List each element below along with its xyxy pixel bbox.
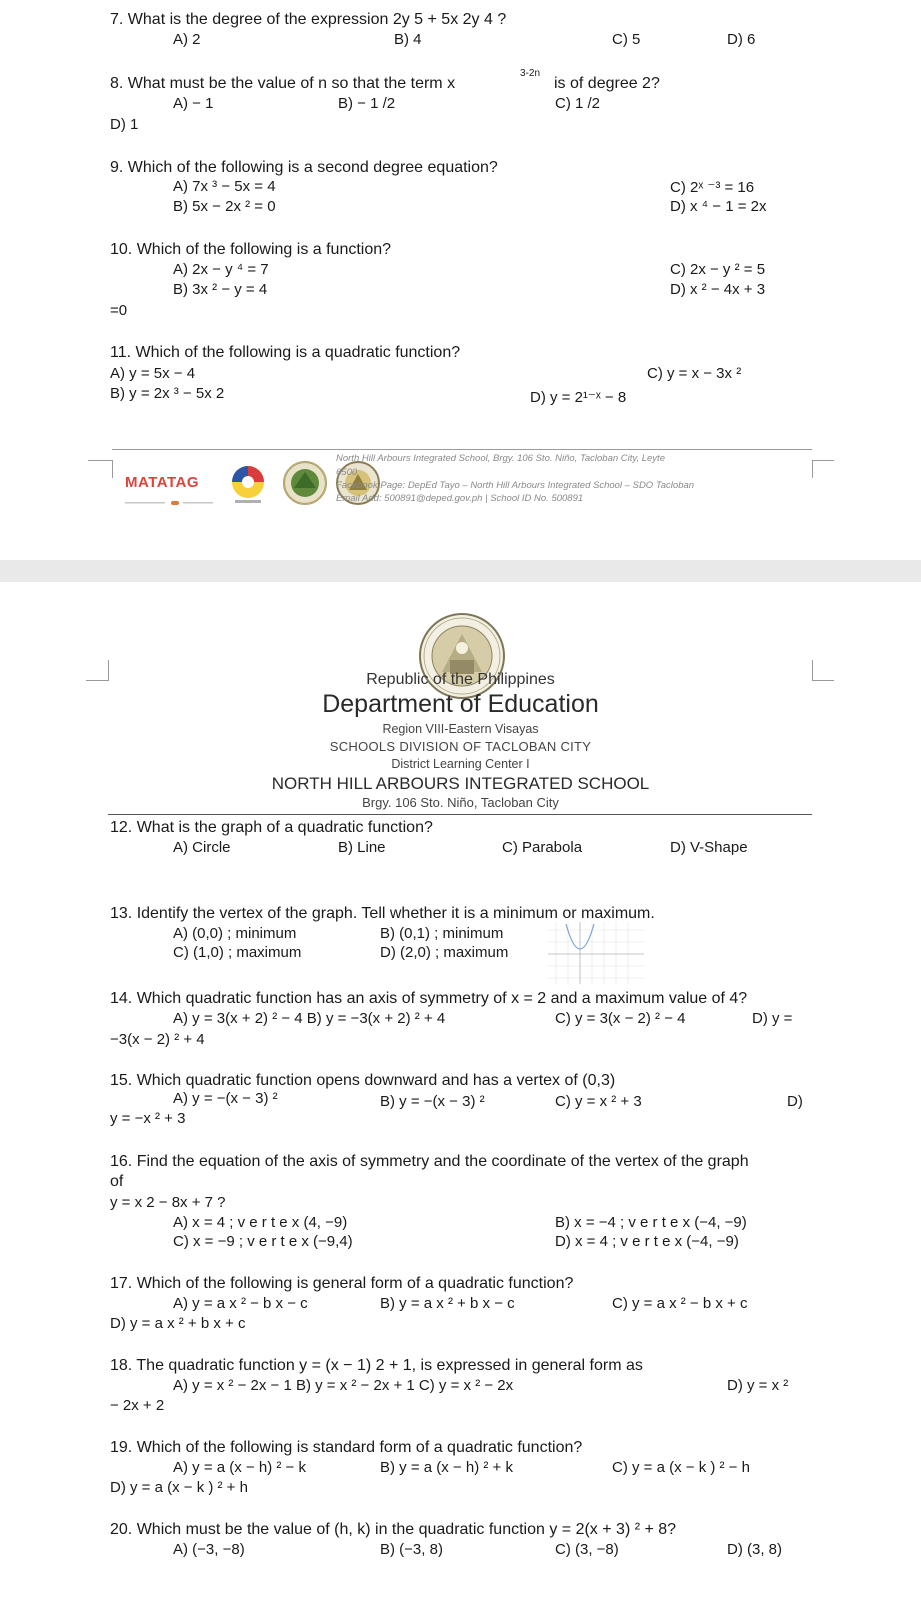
header-school-name: NORTH HILL ARBOURS INTEGRATED SCHOOL xyxy=(271,774,650,793)
q17-stem: 17. Which of the following is general form of a quadratic function? xyxy=(110,1275,574,1292)
footer-school-address: North Hill Arbours Integrated School, Brgy. 106 Sto. Niño, Tacloban City, Leyte xyxy=(336,453,665,464)
q9-option-a: A) 7x ³ − 5x = 4 xyxy=(173,178,276,195)
q16-stem-2: of xyxy=(110,1173,124,1190)
q10-option-c: C) 2x − y ² = 5 xyxy=(670,261,766,278)
header-rule xyxy=(108,814,812,815)
footer-email: Email Add: 500891@deped.gov.ph | School ID No. 500891 xyxy=(336,493,584,504)
q19-option-b: B) y = a (x − h) ² + k xyxy=(380,1459,513,1476)
q14-option-ab: A) y = 3(x + 2) ² − 4 B) y = −3(x + 2) ² + 4 xyxy=(173,1010,446,1027)
q10-option-d-cont: =0 xyxy=(110,302,128,319)
q8-exponent: 3-2n xyxy=(520,68,541,79)
header-republic: Republic of the Philippines xyxy=(366,671,555,688)
q11-option-a: A) y = 5x − 4 xyxy=(110,365,196,382)
q16-option-d: D) x = 4 ; v e r t e x (−4, −9) xyxy=(555,1233,739,1250)
q7-option-d: D) 6 xyxy=(727,31,756,48)
q17-option-b: B) y = a x ² + b x − c xyxy=(380,1295,515,1312)
q16-stem-3: y = x 2 − 8x + 7 ? xyxy=(110,1194,226,1211)
parabola-graph xyxy=(548,922,644,984)
q15-stem: 15. Which quadratic function opens downward and has a vertex of (0,3) xyxy=(110,1072,616,1089)
q16-option-a: A) x = 4 ; v e r t e x (4, −9) xyxy=(173,1214,348,1231)
q14-option-c: C) y = 3(x − 2) ² − 4 xyxy=(555,1010,686,1027)
q9-stem: 9. Which of the following is a second degree equation? xyxy=(110,159,498,176)
q13-option-a: A) (0,0) ; minimum xyxy=(173,925,297,942)
q11-option-c: C) y = x − 3x ² xyxy=(647,365,742,382)
bagong-pilipinas-logo xyxy=(225,462,271,506)
header-address: Brgy. 106 Sto. Niño, Tacloban City xyxy=(362,795,559,810)
q13-stem: 13. Identify the vertex of the graph. Tell whether it is a minimum or maximum. xyxy=(110,905,655,922)
q20-option-c: C) (3, −8) xyxy=(555,1541,619,1558)
q10-stem: 10. Which of the following is a function? xyxy=(110,241,392,258)
q18-option-d: D) y = x ² xyxy=(727,1377,789,1394)
q19-stem: 19. Which of the following is standard form of a quadratic function? xyxy=(110,1439,583,1456)
q20-option-b: B) (−3, 8) xyxy=(380,1541,443,1558)
q9-option-d: D) x ⁴ − 1 = 2x xyxy=(670,198,767,215)
header-district: District Learning Center I xyxy=(391,757,530,771)
matatag-logo-tagline xyxy=(125,492,215,496)
q19-option-c: C) y = a (x − k ) ² − h xyxy=(612,1459,750,1476)
q11-stem: 11. Which of the following is a quadratic function? xyxy=(110,344,461,361)
header-department: Department of Education xyxy=(322,690,599,718)
page-gap xyxy=(0,560,921,582)
q12-option-d: D) V-Shape xyxy=(670,839,748,856)
q20-stem: 20. Which must be the value of (h, k) in the quadratic function y = 2(x + 3) ² + 8? xyxy=(110,1521,677,1538)
q13-option-b: B) (0,1) ; minimum xyxy=(380,925,504,942)
q14-option-d: D) y = xyxy=(752,1010,793,1027)
footer-corner-left xyxy=(88,460,112,461)
matatag-logo-text: MATATAG xyxy=(125,474,200,491)
q15-option-a: A) y = −(x − 3) ² xyxy=(173,1090,278,1107)
footer-facebook: Facebook Page: DepEd Tayo – North Hill Arbours Integrated School – SDO Tacloban xyxy=(336,480,695,491)
q10-option-b: B) 3x ² − y = 4 xyxy=(173,281,268,298)
q8-option-d: D) 1 xyxy=(110,116,139,133)
q15-option-d-cont: y = −x ² + 3 xyxy=(110,1110,186,1127)
q18-option-d-cont: − 2x + 2 xyxy=(110,1397,165,1414)
q8-option-b: B) − 1 /2 xyxy=(338,95,396,112)
q7-option-c: C) 5 xyxy=(612,31,641,48)
q12-option-b: B) Line xyxy=(338,839,386,856)
footer-corner-right xyxy=(812,460,834,461)
q16-stem: 16. Find the equation of the axis of symmetry and the coordinate of the vertex of the graph xyxy=(110,1153,749,1170)
q12-option-a: A) Circle xyxy=(173,839,231,856)
q14-stem: 14. Which quadratic function has an axis of symmetry of x = 2 and a maximum value of 4? xyxy=(110,990,748,1007)
q7-stem: 7. What is the degree of the expression 2y 5 + 5x 2y 4 ? xyxy=(110,11,507,28)
q8-stem-end: is of degree 2? xyxy=(554,75,660,92)
q18-stem: 18. The quadratic function y = (x − 1) 2 + 1, is expressed in general form as xyxy=(110,1357,643,1374)
q20-option-d: D) (3, 8) xyxy=(727,1541,783,1558)
school-seal xyxy=(282,460,328,506)
q11-option-d: D) y = 2¹⁻ˣ − 8 xyxy=(530,389,627,406)
q16-option-b: B) x = −4 ; v e r t e x (−4, −9) xyxy=(555,1214,747,1231)
page-two xyxy=(0,582,921,1621)
q7-option-b: B) 4 xyxy=(394,31,422,48)
q16-option-c: C) x = −9 ; v e r t e x (−9,4) xyxy=(173,1233,353,1250)
q13-option-d: D) (2,0) ; maximum xyxy=(380,944,509,961)
q9-option-b: B) 5x − 2x ² = 0 xyxy=(173,198,276,215)
header-division: SCHOOLS DIVISION OF TACLOBAN CITY xyxy=(329,739,592,754)
q12-stem: 12. What is the graph of a quadratic function? xyxy=(110,819,433,836)
q8-option-a: A) − 1 xyxy=(173,95,214,112)
q8-stem: 8. What must be the value of n so that the term x xyxy=(110,75,456,92)
q17-option-a: A) y = a x ² − b x − c xyxy=(173,1295,308,1312)
q19-option-d: D) y = a (x − k ) ² + h xyxy=(110,1479,248,1496)
footer-corner-left-v xyxy=(112,460,113,478)
header-region: Region VIII-Eastern Visayas xyxy=(382,722,539,736)
next-question-cutoff xyxy=(110,1610,690,1616)
q12-option-c: C) Parabola xyxy=(502,839,583,856)
q15-option-c: C) y = x ² + 3 xyxy=(555,1093,642,1110)
q13-option-c: C) (1,0) ; maximum xyxy=(173,944,302,961)
q7-option-a: A) 2 xyxy=(173,31,201,48)
q14-option-d-cont: −3(x − 2) ² + 4 xyxy=(110,1031,205,1048)
q15-option-d: D) xyxy=(787,1093,803,1110)
q10-option-d: D) x ² − 4x + 3 xyxy=(670,281,766,298)
footer-corner-right-v xyxy=(812,460,813,478)
q17-option-c: C) y = a x ² − b x + c xyxy=(612,1295,748,1312)
footer-zip: 6500 xyxy=(336,467,358,478)
page-one xyxy=(0,0,921,560)
q19-option-a: A) y = a (x − h) ² − k xyxy=(173,1459,306,1476)
q11-option-b: B) y = 2x ³ − 5x 2 xyxy=(110,385,225,402)
footer-top-rule xyxy=(112,449,812,450)
q10-option-a: A) 2x − y ⁴ = 7 xyxy=(173,261,269,278)
q9-option-c: C) 2ˣ ⁻³ = 16 xyxy=(670,179,755,196)
q20-option-a: A) (−3, −8) xyxy=(173,1541,245,1558)
q8-option-c: C) 1 /2 xyxy=(555,95,601,112)
q17-option-d: D) y = a x ² + b x + c xyxy=(110,1315,246,1332)
q18-option-abc: A) y = x ² − 2x − 1 B) y = x ² − 2x + 1 C) y = x ² − 2x xyxy=(173,1377,514,1394)
q15-option-b: B) y = −(x − 3) ² xyxy=(380,1093,485,1110)
